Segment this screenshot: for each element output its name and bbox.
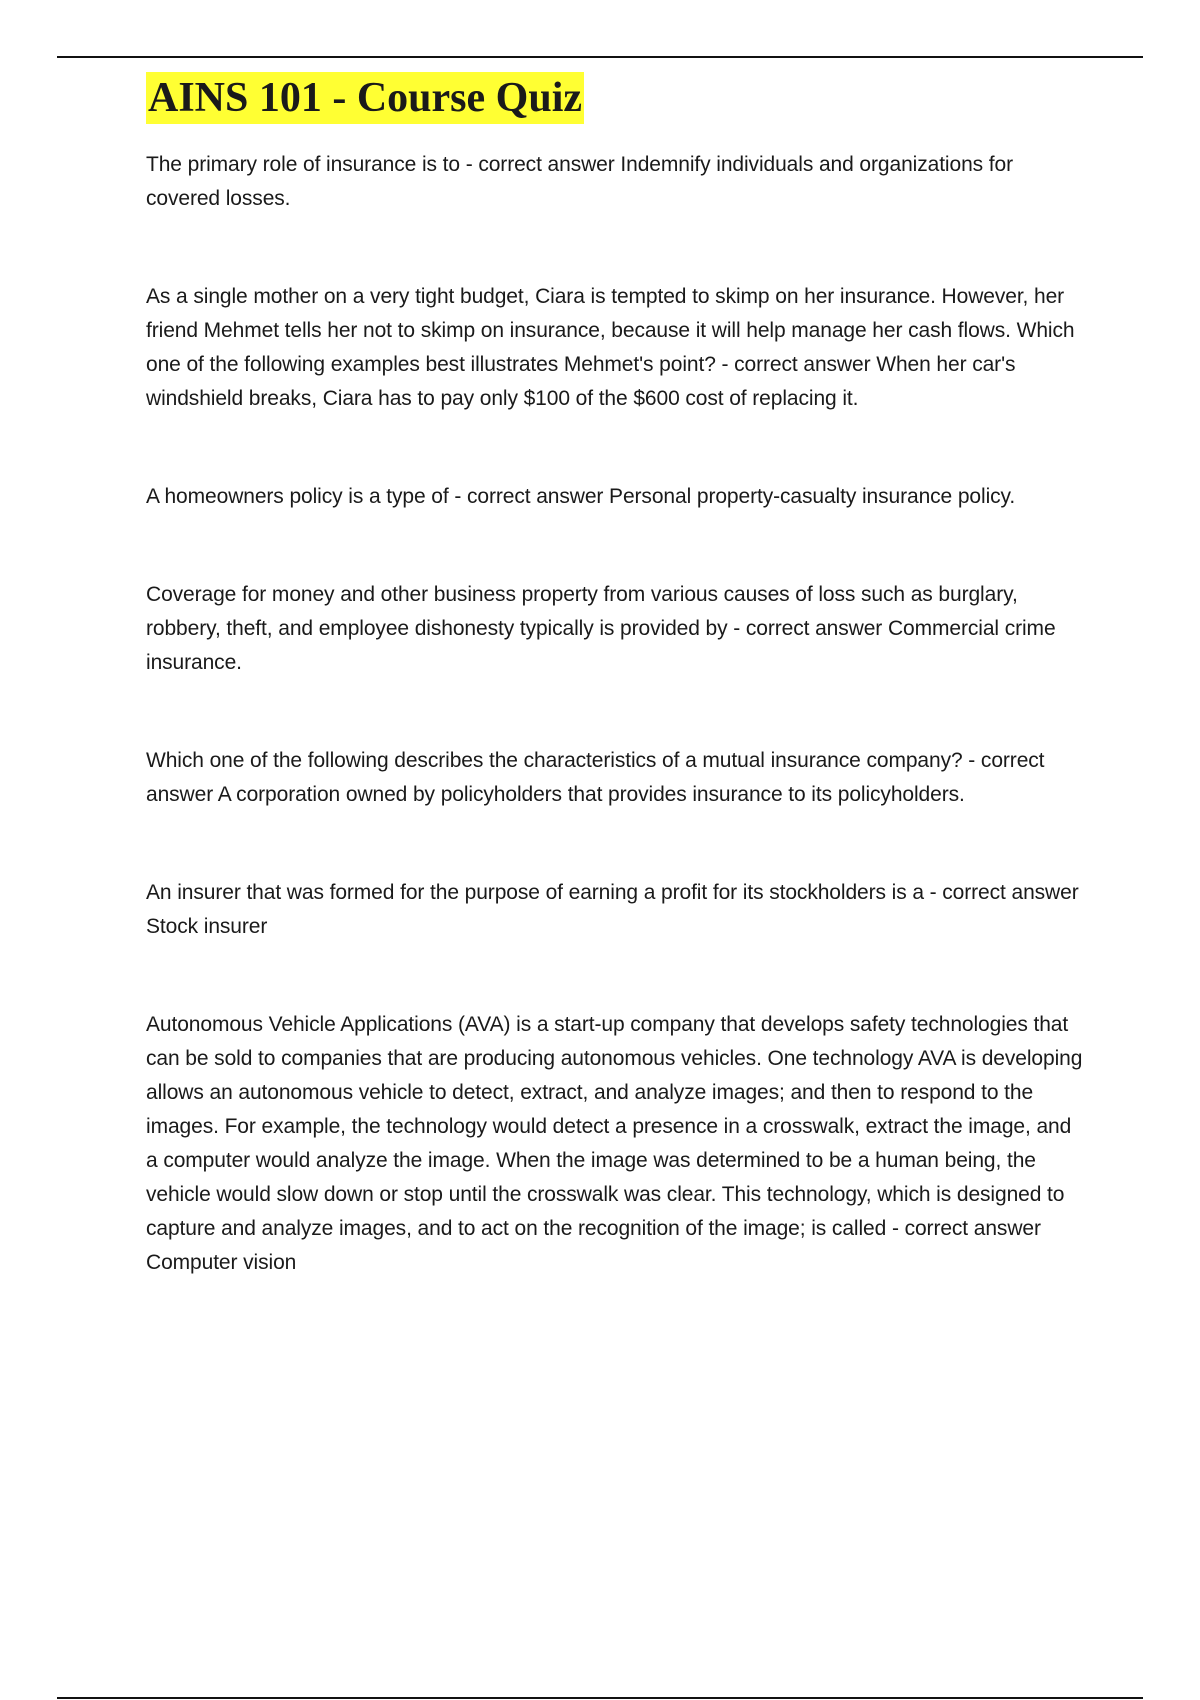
qa-entry — [146, 1008, 1086, 1280]
answer-separator: - correct answer — [923, 881, 1079, 904]
answer-separator: - correct answer — [448, 485, 610, 508]
answer-text: Indemnify individuals and organizations for covered losses. — [146, 153, 1013, 210]
answer-separator: - correct answer — [886, 1217, 1041, 1240]
question-text: Coverage for money and other business property from various causes of loss such as burglary, robbery, theft, and employee dishonesty typically is provided by — [146, 583, 1018, 640]
answer-text: A corporation owned by policyholders that provides insurance to its policyholders. — [217, 783, 965, 806]
top-rule — [57, 56, 1143, 58]
question-text: The primary role of insurance is to — [146, 153, 460, 176]
document-body — [146, 72, 1086, 1344]
question-text: As a single mother on a very tight budget, Ciara is tempted to skimp on her insurance. However, her friend Mehmet tells her not to skimp on insurance, because it will help manage her cash flows. Which one of the following examples best illustrates Mehmet's point? — [146, 285, 1075, 376]
answer-text: Stock insurer — [146, 915, 268, 938]
answer-text: When her car's windshield breaks, Ciara has to pay only $100 of the $600 cost of replacing it. — [146, 353, 1016, 410]
qa-entry — [146, 480, 1086, 514]
document-title: AINS 101 - Course Quiz — [146, 72, 584, 124]
qa-list — [146, 148, 1086, 1280]
qa-entry — [146, 876, 1086, 944]
answer-separator: - correct answer — [727, 617, 888, 640]
answer-separator: - correct answer — [715, 353, 877, 376]
question-text: Which one of the following describes the characteristics of a mutual insurance company? — [146, 749, 963, 772]
qa-entry — [146, 744, 1086, 812]
answer-separator: - correct answer — [146, 749, 1045, 806]
question-text: An insurer that was formed for the purpose of earning a profit for its stockholders is a — [146, 881, 924, 904]
qa-entry — [146, 148, 1086, 216]
answer-text: Computer vision — [146, 1251, 297, 1274]
question-text: Autonomous Vehicle Applications (AVA) is a start-up company that develops safety technologies that can be sold to companies that are producing autonomous vehicles. One technology AVA is developing allows an autonomous vehicle to detect, extract, and analyze images; and then to respond to the images. For example, the technology would detect a presence in a crosswalk, extract the image, and a computer would analyze the image. When the image was determined to be a human being, the vehicle would slow down or stop until the crosswalk was clear. This technology, which is designed to capture and analyze images, and to act on the recognition of the image; is called — [146, 1013, 1083, 1240]
answer-text: Personal property-casualty insurance policy. — [609, 485, 1016, 508]
answer-separator: - correct answer — [459, 153, 621, 176]
answer-text: Commercial crime insurance. — [146, 617, 1056, 674]
bottom-rule — [57, 1697, 1143, 1699]
question-text: A homeowners policy is a type of — [146, 485, 449, 508]
qa-entry — [146, 280, 1086, 416]
qa-entry — [146, 578, 1086, 680]
